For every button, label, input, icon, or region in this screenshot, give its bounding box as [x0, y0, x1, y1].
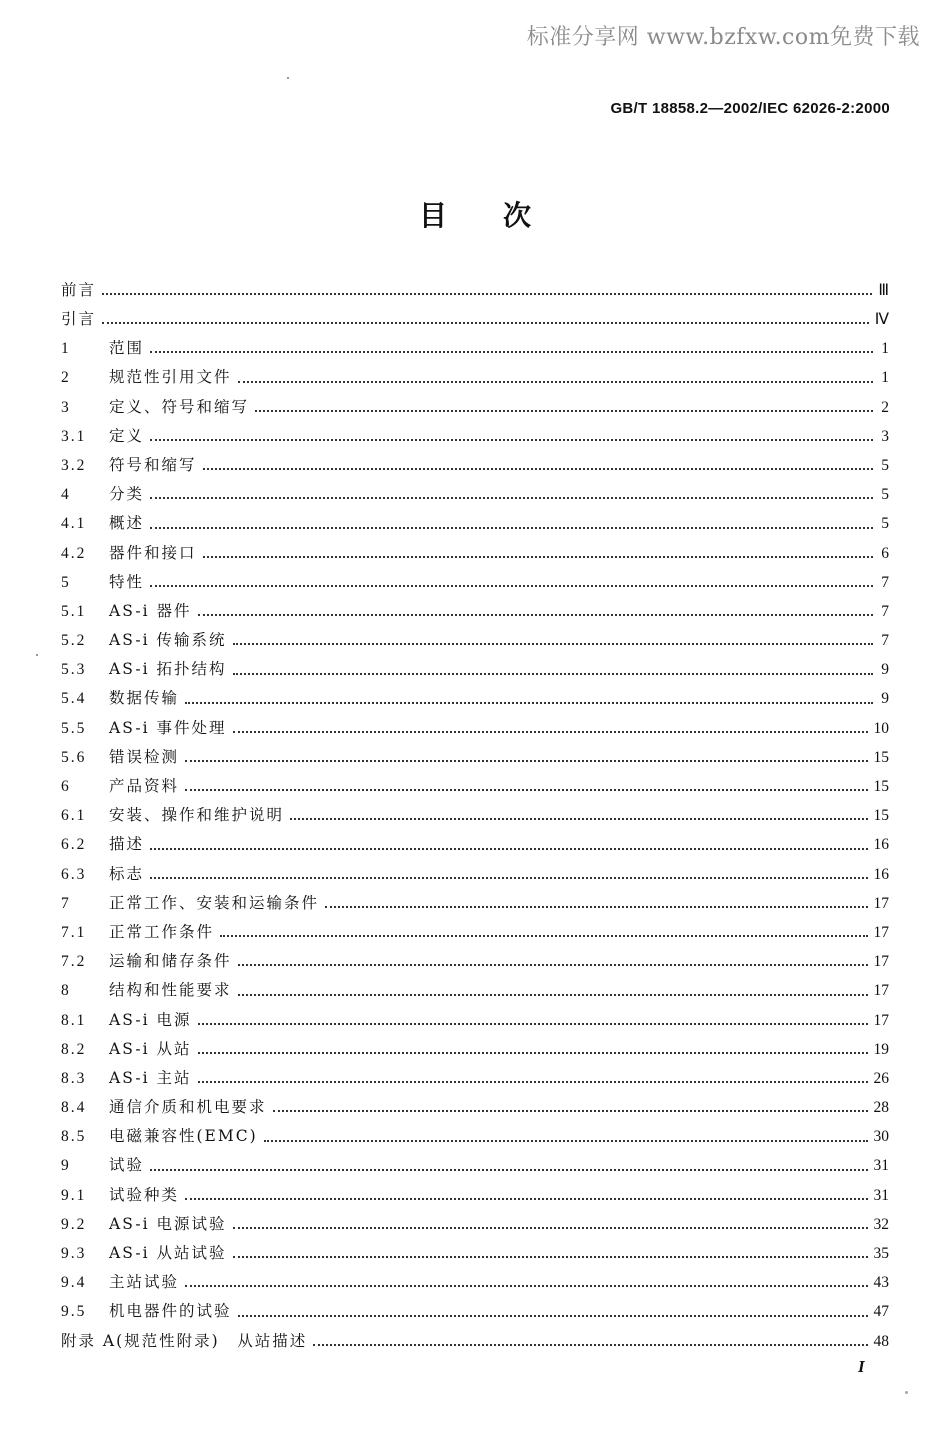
toc-entry[interactable] [61, 1181, 889, 1210]
toc-entry-label: 分类 [109, 485, 145, 504]
toc-entry-label: AS-i 主站 [109, 1068, 192, 1087]
toc-entry-number: 5.6 [61, 748, 87, 766]
toc-entry-label: 机电器件的试验 [109, 1302, 232, 1321]
toc-entry[interactable] [61, 422, 889, 451]
toc-entry-number: 5.1 [61, 602, 87, 620]
toc-entry[interactable] [61, 772, 889, 801]
toc-leader-dots [102, 321, 869, 324]
toc-entry-page: 7 [881, 573, 889, 591]
toc-entry-page: Ⅲ [878, 281, 889, 299]
toc-entry[interactable] [61, 1327, 889, 1356]
toc-entry-number: 4 [61, 486, 71, 504]
toc-leader-dots [198, 1022, 868, 1025]
toc-entry[interactable] [61, 947, 889, 976]
toc-entry[interactable] [61, 364, 889, 393]
toc-entry[interactable] [61, 626, 889, 655]
toc-entry[interactable] [61, 977, 889, 1006]
toc-entry-page: 1 [881, 340, 889, 358]
toc-entry-number: 8.4 [61, 1099, 87, 1117]
toc-entry-number: 8.3 [61, 1069, 87, 1087]
toc-entry-page: 35 [873, 1245, 889, 1263]
toc-leader-dots [150, 1168, 867, 1171]
toc-leader-dots [220, 934, 867, 937]
toc-entry-number: 6 [61, 778, 71, 796]
toc-leader-dots [150, 876, 867, 879]
toc-entry[interactable] [61, 831, 889, 860]
toc-entry-number: 7 [61, 894, 71, 912]
toc-entry-page: Ⅳ [874, 311, 889, 329]
toc-entry-number: 9.5 [61, 1303, 87, 1321]
toc-entry-page: 47 [873, 1303, 889, 1321]
toc-entry[interactable] [61, 1006, 889, 1035]
toc-entry[interactable] [61, 1152, 889, 1181]
toc-entry-label: 定义、符号和缩写 [109, 397, 250, 416]
toc-entry-number: 3.2 [61, 456, 87, 474]
toc-entry-page: 7 [881, 602, 889, 620]
toc-entry-label: 前言 [61, 280, 97, 299]
toc-entry-page: 26 [873, 1069, 889, 1087]
toc-leader-dots [150, 584, 873, 587]
toc-leader-dots [150, 438, 873, 441]
toc-entry[interactable] [61, 714, 889, 743]
toc-leader-dots [233, 1255, 868, 1258]
toc-leader-dots [203, 467, 873, 470]
toc-entry[interactable] [61, 1210, 889, 1239]
toc-entry[interactable] [61, 597, 889, 626]
toc-entry-page: 15 [873, 748, 889, 766]
toc-leader-dots [198, 1051, 868, 1054]
toc-entry-label: AS-i 器件 [109, 601, 192, 620]
toc-entry-number: 4.2 [61, 544, 87, 562]
toc-entry[interactable] [61, 568, 889, 597]
page-number: I [858, 1357, 865, 1376]
toc-entry-number: 9.2 [61, 1215, 87, 1233]
toc-entry-label: 标志 [109, 864, 145, 883]
toc-entry-label: AS-i 从站试验 [109, 1244, 227, 1263]
toc-leader-dots [264, 1139, 868, 1142]
toc-leader-dots [198, 1080, 868, 1083]
toc-entry[interactable] [61, 1122, 889, 1151]
toc-entry-label: AS-i 从站 [109, 1039, 192, 1058]
toc-entry-number: 3 [61, 398, 71, 416]
toc-entry-label: 主站试验 [109, 1273, 180, 1292]
toc-leader-dots [313, 1343, 867, 1346]
toc-entry-label: 定义 [109, 426, 145, 445]
toc-entry-label: 数据传输 [109, 689, 180, 708]
toc-entry-page: 3 [881, 427, 889, 445]
toc-leader-dots [233, 1226, 868, 1229]
toc-entry-label: 通信介质和机电要求 [109, 1098, 267, 1117]
toc-entry-page: 15 [873, 807, 889, 825]
toc-leader-dots [238, 993, 868, 996]
toc-leader-dots [233, 642, 873, 645]
toc-entry[interactable] [61, 1093, 889, 1122]
toc-entry-number: 9 [61, 1157, 71, 1175]
toc-entry[interactable] [61, 1239, 889, 1268]
toc-leader-dots [238, 1314, 868, 1317]
toc-entry-number: 5.2 [61, 632, 87, 650]
toc-entry-label: 电磁兼容性(EMC) [109, 1127, 258, 1146]
toc-entry-page: 17 [873, 1011, 889, 1029]
toc-leader-dots [185, 788, 867, 791]
toc-entry-page: 10 [873, 719, 889, 737]
toc-entry-page: 32 [873, 1215, 889, 1233]
toc-leader-dots [203, 555, 873, 558]
toc-entry-label: 结构和性能要求 [109, 981, 232, 1000]
toc-entry[interactable] [61, 1298, 889, 1327]
toc-entry[interactable] [61, 1035, 889, 1064]
toc-leader-dots [150, 496, 873, 499]
table-of-contents [61, 276, 889, 1356]
toc-entry-page: 5 [881, 486, 889, 504]
page-title: 目次 [418, 199, 587, 232]
toc-entry[interactable] [61, 480, 889, 509]
toc-entry-label: 附录 A(规范性附录) 从站描述 [61, 1331, 308, 1350]
watermark-text: 标准分享网 www.bzfxw.com免费下载 [526, 25, 920, 50]
toc-leader-dots [273, 1109, 868, 1112]
toc-leader-dots [185, 1197, 867, 1200]
toc-entry-label: 运输和储存条件 [109, 952, 232, 971]
toc-leader-dots [150, 526, 873, 529]
toc-entry-label: 引言 [61, 310, 97, 329]
toc-leader-dots [185, 759, 867, 762]
scan-speck [287, 77, 289, 79]
toc-entry-label: AS-i 事件处理 [109, 718, 227, 737]
toc-entry-number: 8.2 [61, 1040, 87, 1058]
toc-entry-label: 产品资料 [109, 777, 180, 796]
toc-leader-dots [238, 963, 868, 966]
toc-entry-page: 17 [873, 953, 889, 971]
toc-entry-page: 30 [873, 1128, 889, 1146]
toc-entry[interactable] [61, 860, 889, 889]
toc-entry[interactable] [61, 393, 889, 422]
toc-leader-dots [255, 409, 873, 412]
toc-entry-page: 9 [881, 661, 889, 679]
toc-entry[interactable] [61, 276, 889, 305]
toc-leader-dots [325, 905, 867, 908]
toc-entry-page: 9 [881, 690, 889, 708]
toc-entry-page: 2 [881, 398, 889, 416]
toc-entry-number: 4.1 [61, 515, 87, 533]
toc-entry-number: 7.2 [61, 953, 87, 971]
toc-leader-dots [238, 380, 873, 383]
toc-entry[interactable] [61, 918, 889, 947]
toc-leader-dots [233, 672, 873, 675]
toc-entry-number: 9.1 [61, 1186, 87, 1204]
toc-entry-number: 6.1 [61, 807, 87, 825]
toc-entry-number: 2 [61, 369, 71, 387]
toc-entry-page: 19 [873, 1040, 889, 1058]
toc-leader-dots [185, 701, 873, 704]
toc-entry-page: 16 [873, 865, 889, 883]
toc-entry-number: 6.3 [61, 865, 87, 883]
toc-entry-number: 5.4 [61, 690, 87, 708]
toc-entry-number: 5.5 [61, 719, 87, 737]
toc-entry-page: 6 [881, 544, 889, 562]
toc-entry-label: 符号和缩写 [109, 455, 197, 474]
toc-entry-number: 8.5 [61, 1128, 87, 1146]
toc-entry-label: AS-i 电源 [109, 1010, 192, 1029]
toc-entry-page: 7 [881, 632, 889, 650]
toc-entry-page: 16 [873, 836, 889, 854]
toc-entry-number: 7.1 [61, 923, 87, 941]
toc-entry-label: 概述 [109, 514, 145, 533]
toc-entry[interactable] [61, 305, 889, 334]
toc-entry[interactable] [61, 685, 889, 714]
toc-entry-number: 8 [61, 982, 71, 1000]
toc-leader-dots [290, 817, 867, 820]
toc-entry-label: 正常工作、安装和运输条件 [109, 893, 320, 912]
toc-entry-number: 1 [61, 340, 71, 358]
toc-entry-number: 5 [61, 573, 71, 591]
toc-leader-dots [150, 350, 873, 353]
toc-entry[interactable] [61, 743, 889, 772]
toc-entry[interactable] [61, 1064, 889, 1093]
scan-speck [36, 654, 38, 656]
toc-entry-page: 5 [881, 515, 889, 533]
toc-entry[interactable] [61, 539, 889, 568]
toc-entry[interactable] [61, 510, 889, 539]
toc-entry-page: 17 [873, 923, 889, 941]
toc-entry-label: 错误检测 [109, 747, 180, 766]
toc-entry-label: AS-i 拓扑结构 [109, 660, 227, 679]
toc-entry-number: 9.3 [61, 1245, 87, 1263]
toc-leader-dots [150, 847, 867, 850]
toc-entry-page: 1 [881, 369, 889, 387]
toc-entry-label: 器件和接口 [109, 543, 197, 562]
toc-entry-page: 17 [873, 894, 889, 912]
toc-entry-label: 安装、操作和维护说明 [109, 806, 285, 825]
toc-entry-page: 17 [873, 982, 889, 1000]
toc-entry-label: AS-i 电源试验 [109, 1214, 227, 1233]
toc-entry-page: 28 [873, 1099, 889, 1117]
toc-entry-number: 6.2 [61, 836, 87, 854]
toc-entry-page: 5 [881, 456, 889, 474]
toc-leader-dots [198, 613, 873, 616]
toc-leader-dots [233, 730, 868, 733]
toc-entry-number: 8.1 [61, 1011, 87, 1029]
toc-entry[interactable] [61, 889, 889, 918]
toc-entry-page: 43 [873, 1274, 889, 1292]
toc-entry-label: 试验 [109, 1156, 145, 1175]
toc-entry-page: 48 [873, 1332, 889, 1350]
scan-speck [905, 1391, 908, 1394]
toc-entry-page: 31 [873, 1186, 889, 1204]
standard-number: GB/T 18858.2—2002/IEC 62026-2:2000 [610, 100, 890, 117]
toc-entry-number: 9.4 [61, 1274, 87, 1292]
toc-entry-label: AS-i 传输系统 [109, 631, 227, 650]
toc-entry[interactable] [61, 334, 889, 363]
toc-entry-page: 15 [873, 778, 889, 796]
toc-entry-label: 试验种类 [109, 1185, 180, 1204]
toc-entry[interactable] [61, 655, 889, 684]
toc-entry-label: 描述 [109, 835, 145, 854]
toc-entry[interactable] [61, 801, 889, 830]
toc-entry-label: 正常工作条件 [109, 922, 215, 941]
toc-entry[interactable] [61, 1268, 889, 1297]
toc-entry-page: 31 [873, 1157, 889, 1175]
toc-entry[interactable] [61, 451, 889, 480]
toc-entry-number: 5.3 [61, 661, 87, 679]
toc-entry-number: 3.1 [61, 427, 87, 445]
toc-entry-label: 规范性引用文件 [109, 368, 232, 387]
toc-entry-label: 特性 [109, 572, 145, 591]
toc-leader-dots [185, 1284, 867, 1287]
toc-entry-label: 范围 [109, 339, 145, 358]
toc-leader-dots [102, 292, 872, 295]
